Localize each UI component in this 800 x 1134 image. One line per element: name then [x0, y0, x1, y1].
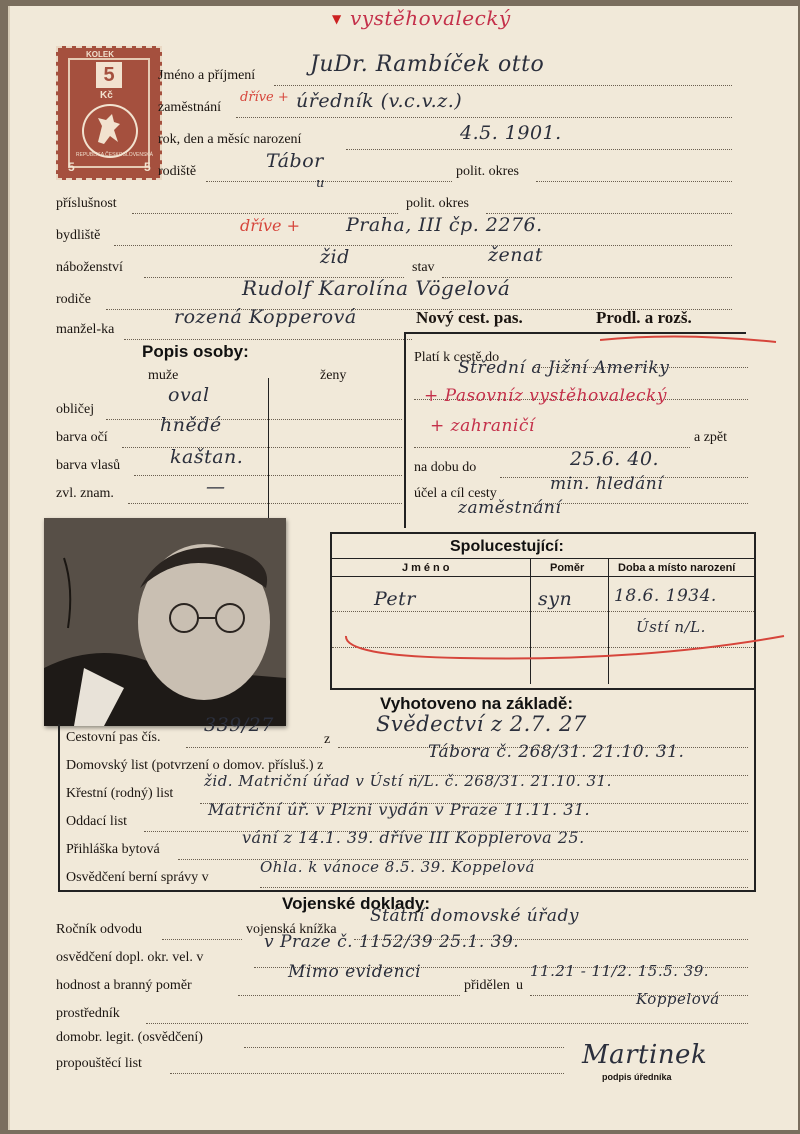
companion-name: Petr	[374, 588, 416, 610]
registration-label: Přihláška bytová	[66, 842, 160, 857]
description-female: ženy	[320, 368, 347, 383]
revenue-stamp	[56, 46, 162, 180]
back-label: a zpět	[694, 430, 728, 445]
assigned-label: přidělen	[464, 978, 510, 993]
companions-col-name: Jméno	[402, 562, 453, 574]
description-male: muže	[148, 368, 179, 383]
citizenship-mark: u	[316, 176, 325, 191]
valid-value1: Střední a Jižní Ameriky	[458, 358, 670, 378]
marks-value: —	[206, 476, 226, 498]
valid-label: Platí k cestě do	[414, 350, 500, 365]
purpose-value1: min. hledání	[550, 474, 664, 494]
signature-label: podpis úředníka	[602, 1072, 672, 1082]
description-title: Popis osoby:	[142, 342, 249, 361]
companions-col-rel: Poměr	[550, 562, 585, 574]
hair-value: kaštan.	[170, 446, 244, 468]
duration-value: 25.6. 40.	[570, 448, 660, 470]
companion-place: Ústí n/L.	[636, 618, 706, 636]
legit-label: domobr. legit. (osvědčení)	[56, 1030, 203, 1045]
companion-relation: syn	[538, 588, 573, 610]
domicile-label: Domovský list (potvrzení o domov. přísluš.) z	[66, 758, 324, 773]
military-title: Vojenské doklady:	[282, 894, 431, 913]
cert-value: v Praze č. 1152/39 25.1. 39.	[264, 932, 520, 952]
birth-value: 4.5. 1901.	[460, 122, 562, 144]
companions-col-date: Doba a místo narození	[618, 562, 736, 574]
lion-emblem-icon	[82, 104, 138, 158]
valid-value3: + zahraničí	[430, 416, 535, 436]
year-label: Ročník odvodu	[56, 922, 142, 937]
face-label: obličej	[56, 402, 95, 417]
parents-value: Rudolf Karolína Vögelová	[242, 276, 511, 300]
official-signature: Martinek	[582, 1040, 708, 1070]
agent-value: Koppelová	[636, 990, 720, 1008]
eyes-label: barva očí	[56, 430, 108, 445]
discharge-label: propouštěcí list	[56, 1056, 142, 1071]
passport-header-ext: Prodl. a rozš.	[596, 308, 692, 327]
citizenship-label: příslušnost	[56, 196, 117, 211]
top-annotation: vystěhovalecký	[350, 6, 511, 30]
polit-okres2-label: polit. okres	[406, 196, 469, 211]
document-page	[8, 6, 798, 1130]
book-value: Státní domovské úřady	[370, 906, 579, 926]
face-value: oval	[168, 384, 210, 406]
marriage-value: Matriční úř. v Plzni vydán v Praze 11.11. 31.	[208, 800, 591, 819]
purpose-label: účel a cíl cesty	[414, 486, 497, 501]
rank-label: hodnost a branný poměr	[56, 978, 192, 993]
valid-value2: + Pasovníz vystěhovalecký	[424, 386, 667, 406]
assigned-value: 11.21 - 11/2. 15.5. 39.	[530, 962, 710, 980]
rank-value: Mimo evidenci	[288, 962, 422, 982]
issued-title: Vyhotoveno na základě:	[380, 694, 574, 713]
marks-label: zvl. znam.	[56, 486, 114, 501]
tax-value: Ohla. k vánoce 8.5. 39. Koppelová	[260, 858, 535, 876]
agent-label: prostředník	[56, 1006, 120, 1021]
tax-label: Osvědčení berní správy v	[66, 870, 209, 885]
marriage-label: Oddací list	[66, 814, 128, 829]
stamp-value: 5	[96, 62, 122, 88]
portrait-photo	[44, 518, 286, 726]
passport-number-label: Cestovní pas čís.	[66, 730, 161, 745]
stamp-corner-right: 5	[144, 160, 151, 174]
spouse-value: rozená Kopperová	[174, 306, 357, 328]
job-label: zaměstnání	[158, 100, 221, 115]
stamp-top-text: KOLEK	[86, 50, 114, 59]
residence-note: dříve +	[240, 216, 301, 235]
stamp-corner-left: 5	[68, 160, 75, 174]
passport-from: Svědectví z 2.7. 27	[376, 712, 587, 736]
status-label: stav	[412, 260, 435, 275]
domicile-value: Tábora č. 268/31. 21.10. 31.	[428, 742, 685, 762]
residence-value: Praha, III čp. 2276.	[346, 214, 543, 236]
religion-label: náboženství	[56, 260, 123, 275]
registration-value: vání z 14.1. 39. dříve III Kopplerova 25.	[242, 828, 585, 847]
residence-label: bydliště	[56, 228, 101, 243]
stamp-currency: Kč	[100, 90, 113, 101]
eyes-value: hnědé	[160, 414, 222, 436]
baptism-label: Křestní (rodný) list	[66, 786, 174, 801]
birth-label: rok, den a měsíc narození	[158, 132, 302, 147]
hair-label: barva vlasů	[56, 458, 121, 473]
companions-title: Spolucestující:	[450, 538, 564, 555]
baptism-value: žid. Matriční úřad v Ústí n/L. č. 268/31. 21.10. 31.	[204, 772, 612, 790]
parents-label: rodiče	[56, 292, 91, 307]
passport-left-rule	[404, 332, 406, 528]
birthplace-value: Tábor	[266, 150, 324, 172]
stamp-bottom-text: REPUBLIKA ČESKOSLOVENSKÁ	[76, 152, 153, 158]
job-note: dříve +	[240, 90, 289, 105]
passport-z: z	[324, 732, 331, 747]
companion-date: 18.6. 1934.	[614, 586, 717, 606]
red-triangle-mark: ▼	[332, 12, 342, 26]
birthplace-label: rodiště	[158, 164, 197, 179]
passport-header-new: Nový cest. pas.	[416, 308, 523, 327]
job-value: úředník (v.c.v.z.)	[296, 90, 463, 112]
status-value: ženat	[488, 244, 543, 266]
duration-label: na dobu do	[414, 460, 477, 475]
passport-number-value: 339/27	[204, 714, 274, 736]
name-value: JuDr. Rambíček otto	[310, 52, 545, 77]
purpose-value2: zaměstnání	[458, 498, 562, 518]
name-label: Jméno a příjmení	[158, 68, 256, 83]
assigned-u: u	[516, 978, 523, 993]
spouse-label: manžel-ka	[56, 322, 115, 337]
book-label: vojenská knížka	[246, 922, 337, 937]
polit-okres-label: polit. okres	[456, 164, 519, 179]
religion-value: žid	[320, 246, 350, 268]
cert-label: osvědčení dopl. okr. vel. v	[56, 950, 204, 965]
